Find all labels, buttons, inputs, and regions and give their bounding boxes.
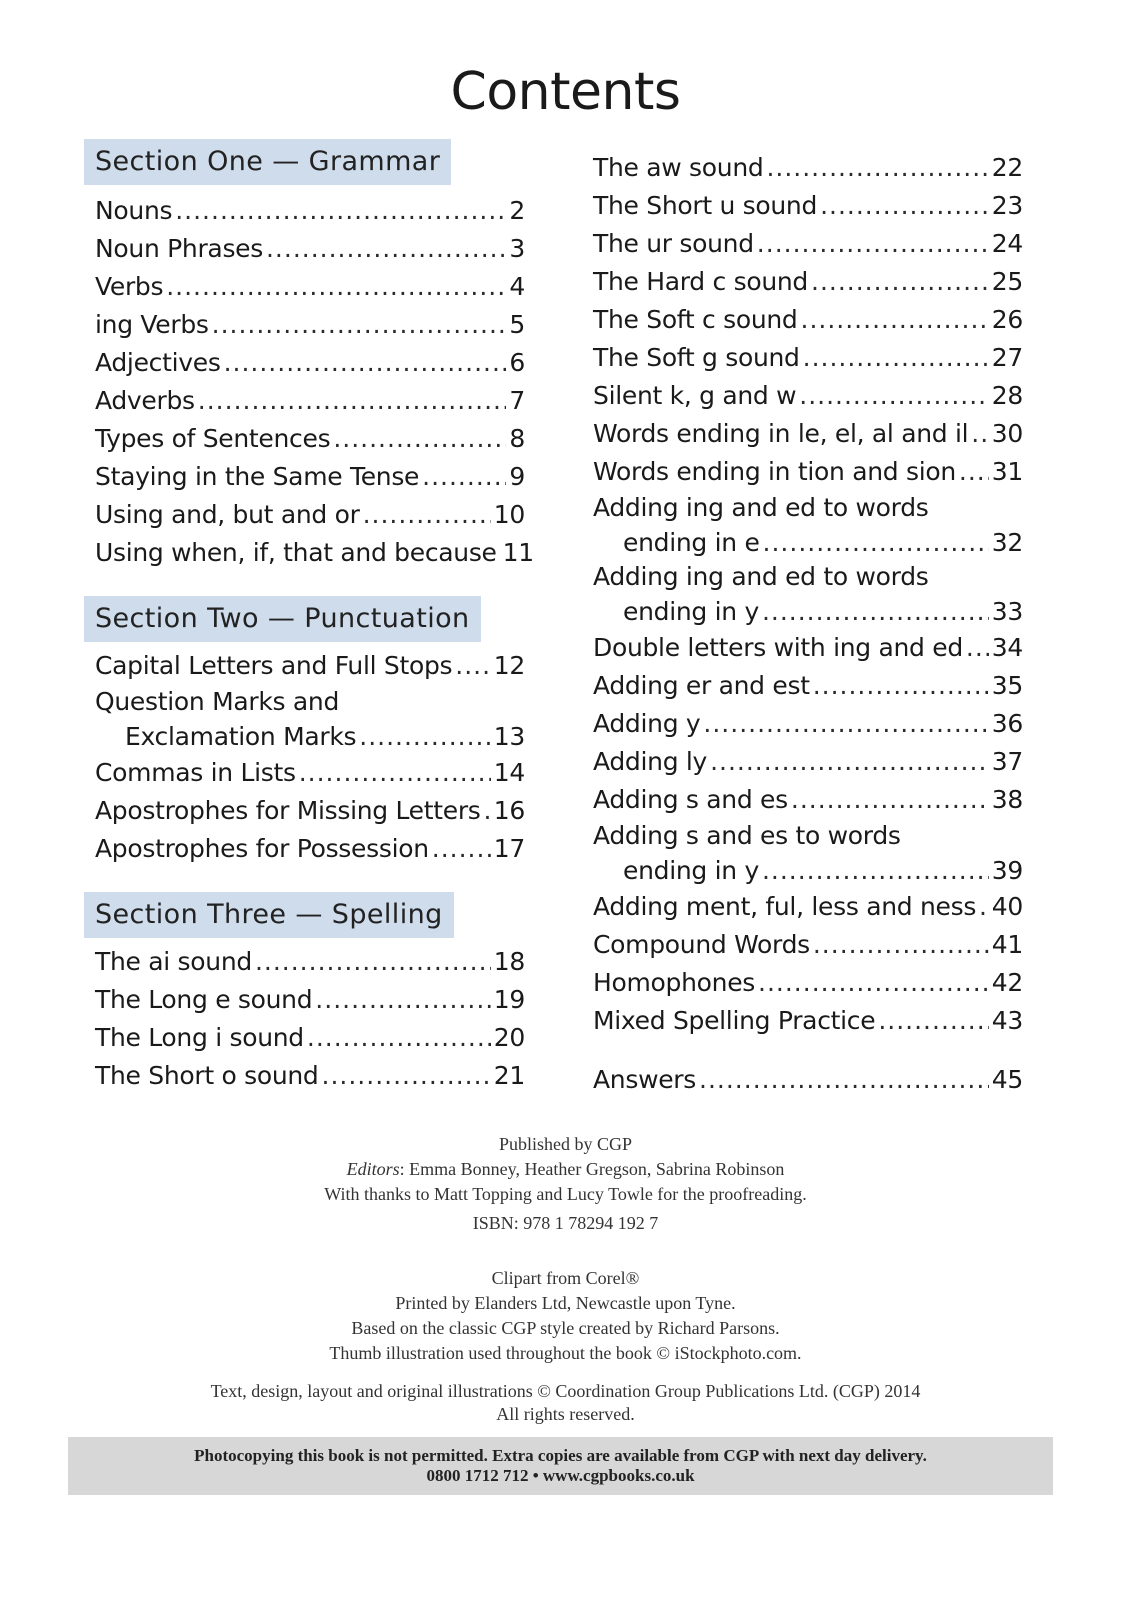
toc-entry[interactable] [95, 230, 525, 268]
toc-entry-page: 21 [493, 1061, 525, 1090]
toc-entry-title-cont: ending in e [623, 528, 760, 557]
toc-entry-title: Noun Phrases [95, 234, 263, 263]
toc-entry-title: The Short u sound [593, 191, 818, 220]
photocopy-notice-band [68, 1437, 1053, 1495]
toc-entry[interactable] [95, 382, 525, 420]
toc-entry-page: 12 [493, 651, 525, 680]
toc-entry[interactable] [95, 981, 525, 1019]
toc-entry-page: 27 [991, 343, 1023, 372]
section-one-heading: Section One — Grammar [84, 139, 451, 185]
toc-entry[interactable] [593, 667, 1023, 705]
toc-entry-page: 8 [509, 424, 525, 453]
toc-entry-title: The aw sound [593, 153, 764, 182]
leader-dots [322, 1057, 491, 1095]
toc-entry-title-line1 [593, 491, 1023, 524]
toc-entry-title: The Hard c sound [593, 267, 808, 296]
toc-entry-title: Using and, but and or [95, 500, 360, 529]
toc-entry[interactable] [593, 926, 1023, 964]
toc-entry-page: 43 [991, 1006, 1023, 1035]
toc-entry-title: The Soft g sound [593, 343, 800, 372]
toc-entry-title-line1 [95, 685, 525, 718]
toc-entry[interactable] [593, 225, 1023, 263]
toc-entry-page: 5 [509, 310, 525, 339]
toc-entry-title: The Long i sound [95, 1023, 304, 1052]
toc-entry-page: 14 [493, 758, 525, 787]
toc-entry-title: Words ending in tion and sion [593, 457, 956, 486]
clipart-line: Clipart from Corel® [491, 1268, 640, 1288]
leader-dots [801, 301, 989, 339]
toc-entry-title: ing Verbs [95, 310, 209, 339]
toc-entry-page: 31 [991, 457, 1023, 486]
toc-entry-page: 24 [991, 229, 1023, 258]
leader-dots [266, 230, 506, 268]
leader-dots [813, 667, 989, 705]
credits-block-2 [0, 1266, 1131, 1366]
toc-entry-page: 41 [991, 930, 1023, 959]
toc-entry-page: 23 [991, 191, 1023, 220]
toc-entry-page: 17 [493, 834, 525, 863]
leader-dots [422, 458, 506, 496]
contact-line: 0800 1712 712 • www.cgpbooks.co.uk [426, 1466, 695, 1485]
leader-dots [484, 792, 491, 830]
leader-dots [455, 647, 491, 685]
toc-entry[interactable] [95, 754, 525, 792]
toc-entry[interactable] [593, 263, 1023, 301]
toc-entry-page: 6 [509, 348, 525, 377]
toc-entry-page: 11 [502, 538, 534, 567]
leader-dots [813, 926, 989, 964]
toc-entry[interactable] [593, 781, 1023, 819]
toc-entry-page: 16 [493, 796, 525, 825]
toc-entry[interactable] [593, 415, 1023, 453]
toc-entry[interactable] [593, 743, 1023, 781]
toc-entry[interactable] [95, 647, 525, 685]
toc-entry-title: Adding s and es [593, 785, 788, 814]
thanks-line: With thanks to Matt Topping and Lucy Towle for the proofreading. [324, 1184, 807, 1204]
leader-dots [333, 420, 506, 458]
toc-entry-title: Adding y [593, 709, 701, 738]
toc-entry-title: The ai sound [95, 947, 252, 976]
toc-entry-page: 35 [991, 671, 1023, 700]
toc-entry-page: 40 [991, 892, 1023, 921]
toc-entry-title: Types of Sentences [95, 424, 331, 453]
toc-entry-title: Adverbs [95, 386, 195, 415]
toc-entry-page: 30 [991, 419, 1023, 448]
toc-entry-page: 18 [493, 947, 525, 976]
toc-entry-title: Commas in Lists [95, 758, 296, 787]
leader-dots [212, 306, 507, 344]
toc-entry[interactable] [593, 453, 1023, 491]
toc-entry-page: 3 [509, 234, 525, 263]
toc-entry-page: 36 [991, 709, 1023, 738]
toc-entry-title-cont: Exclamation Marks [125, 722, 357, 751]
toc-entry-title: Mixed Spelling Practice [593, 1006, 876, 1035]
toc-entry-title: Adding ly [593, 747, 708, 776]
toc-entry[interactable] [95, 830, 525, 868]
toc-entry-page: 19 [493, 985, 525, 1014]
leader-dots [299, 754, 491, 792]
leader-dots [307, 1019, 491, 1057]
publisher-line: Published by CGP [498, 1134, 633, 1154]
toc-entry[interactable] [95, 1057, 525, 1095]
section-three-heading: Section Three — Spelling [84, 892, 454, 938]
toc-entry-title-line1 [593, 819, 1023, 852]
leader-dots [878, 1002, 988, 1040]
toc-entry[interactable] [593, 819, 1023, 890]
toc-entry-page: 34 [991, 633, 1023, 662]
toc-entry-page: 9 [509, 462, 525, 491]
photocopy-notice: Photocopying this book is not permitted. Extra copies are available from CGP with next day delivery. [194, 1446, 927, 1465]
leader-dots [791, 781, 989, 819]
toc-entry-answers[interactable] [593, 1061, 1023, 1099]
leader-dots [359, 718, 491, 756]
toc-entry[interactable] [95, 192, 525, 230]
toc-entry-page: 39 [991, 856, 1023, 885]
toc-entry-title: Verbs [95, 272, 164, 301]
toc-entry[interactable] [95, 943, 525, 981]
toc-entry[interactable] [593, 149, 1023, 187]
toc-entry[interactable] [593, 301, 1023, 339]
section-two-heading: Section Two — Punctuation [84, 596, 481, 642]
toc-entry-title: Adding ing and ed to words [593, 562, 929, 591]
editors-line [0, 1157, 1131, 1182]
leader-dots [959, 453, 989, 491]
style-line: Based on the classic CGP style created by Richard Parsons. [351, 1318, 780, 1338]
toc-entry[interactable] [95, 685, 525, 756]
leader-dots [432, 830, 491, 868]
leader-dots [255, 943, 491, 981]
leader-dots [799, 377, 989, 415]
toc-entry-title: Answers [593, 1065, 697, 1094]
toc-entry-page: 26 [991, 305, 1023, 334]
toc-entry[interactable] [593, 187, 1023, 225]
toc-entry-title: Adding s and es to words [593, 821, 901, 850]
toc-entry-title: Using when, if, that and because [95, 538, 497, 567]
toc-entry-title-cont: ending in y [623, 597, 759, 626]
leader-dots [763, 524, 989, 562]
leader-dots [224, 344, 507, 382]
toc-entry[interactable] [95, 420, 525, 458]
toc-entry-page: 32 [991, 528, 1023, 557]
leader-dots [762, 852, 989, 890]
toc-entry-title: Adding ing and ed to words [593, 493, 929, 522]
toc-entry-title: The ur sound [593, 229, 754, 258]
toc-entry-title-cont: ending in y [623, 856, 759, 885]
toc-entry-page: 10 [493, 500, 525, 529]
toc-entry-page: 28 [991, 381, 1023, 410]
isbn-line: ISBN: 978 1 78294 192 7 [472, 1213, 659, 1233]
toc-entry-page: 25 [991, 267, 1023, 296]
toc-entry[interactable] [95, 1019, 525, 1057]
toc-entry-title: Adjectives [95, 348, 221, 377]
toc-entry-title: Capital Letters and Full Stops [95, 651, 453, 680]
toc-entry[interactable] [95, 534, 534, 572]
leader-dots [971, 415, 988, 453]
leader-dots [966, 629, 989, 667]
page-title: Contents [450, 62, 681, 122]
leader-dots [757, 225, 989, 263]
editors-label: Editors [346, 1159, 400, 1179]
leader-dots [758, 964, 989, 1002]
toc-entry-page: 38 [991, 785, 1023, 814]
toc-entry-page: 7 [509, 386, 525, 415]
leader-dots [762, 593, 989, 631]
leader-dots [699, 1061, 989, 1099]
toc-entry-page: 22 [991, 153, 1023, 182]
toc-entry-page: 42 [991, 968, 1023, 997]
toc-entry[interactable] [95, 458, 525, 496]
toc-entry[interactable] [593, 491, 1023, 562]
leader-dots [820, 187, 989, 225]
toc-entry[interactable] [95, 306, 525, 344]
toc-entry[interactable] [593, 629, 1023, 667]
toc-entry-title: Words ending in le, el, al and il [593, 419, 969, 448]
toc-entry[interactable] [593, 560, 1023, 631]
copyright-line: Text, design, layout and original illustrations © Coordination Group Publications Ltd. (CGP) 2014 [210, 1381, 921, 1401]
toc-entry[interactable] [95, 496, 525, 534]
toc-entry-title: Adding er and est [593, 671, 810, 700]
toc-entry-page: 37 [991, 747, 1023, 776]
copyright-block [0, 1380, 1131, 1426]
toc-entry-page: 2 [509, 196, 525, 225]
toc-entry-title: Compound Words [593, 930, 810, 959]
toc-entry[interactable] [95, 268, 525, 306]
toc-entry[interactable] [95, 792, 525, 830]
toc-entry-page: 13 [493, 722, 525, 751]
toc-entry-title: Apostrophes for Possession [95, 834, 429, 863]
toc-entry-page: 45 [991, 1065, 1023, 1094]
printer-line: Printed by Elanders Ltd, Newcastle upon Tyne. [395, 1293, 736, 1313]
toc-entry[interactable] [593, 964, 1023, 1002]
thumb-line: Thumb illustration used throughout the book © iStockphoto.com. [329, 1343, 802, 1363]
leader-dots [766, 149, 988, 187]
leader-dots [979, 888, 989, 926]
toc-entry[interactable] [593, 888, 1023, 926]
toc-entry-title: Silent k, g and w [593, 381, 797, 410]
toc-entry-title: Apostrophes for Missing Letters [95, 796, 481, 825]
toc-entry-title: Staying in the Same Tense [95, 462, 420, 491]
leader-dots [166, 268, 506, 306]
toc-entry[interactable] [95, 344, 525, 382]
leader-dots [198, 382, 507, 420]
toc-entry-title: Double letters with ing and ed [593, 633, 963, 662]
toc-entry[interactable] [593, 705, 1023, 743]
toc-entry-title: Question Marks and [95, 687, 340, 716]
editors-names: : Emma Bonney, Heather Gregson, Sabrina Robinson [399, 1159, 785, 1179]
toc-entry-page: 33 [991, 597, 1023, 626]
toc-entry-title: Nouns [95, 196, 173, 225]
credits-block [0, 1132, 1131, 1236]
toc-entry[interactable] [593, 377, 1023, 415]
toc-entry-title: The Long e sound [95, 985, 313, 1014]
rights-line: All rights reserved. [496, 1404, 635, 1424]
toc-entry-title: Homophones [593, 968, 756, 997]
leader-dots [710, 743, 989, 781]
toc-entry-page: 4 [509, 272, 525, 301]
toc-entry[interactable] [593, 339, 1023, 377]
leader-dots [175, 192, 506, 230]
leader-dots [363, 496, 491, 534]
toc-entry-title: The Soft c sound [593, 305, 798, 334]
toc-entry-title-line1 [593, 560, 1023, 593]
toc-entry[interactable] [593, 1002, 1023, 1040]
toc-entry-title: Adding ment, ful, less and ness [593, 892, 977, 921]
leader-dots [803, 339, 989, 377]
toc-entry-page: 20 [493, 1023, 525, 1052]
toc-entry-title: The Short o sound [95, 1061, 319, 1090]
leader-dots [811, 263, 989, 301]
leader-dots [315, 981, 490, 1019]
leader-dots [703, 705, 988, 743]
